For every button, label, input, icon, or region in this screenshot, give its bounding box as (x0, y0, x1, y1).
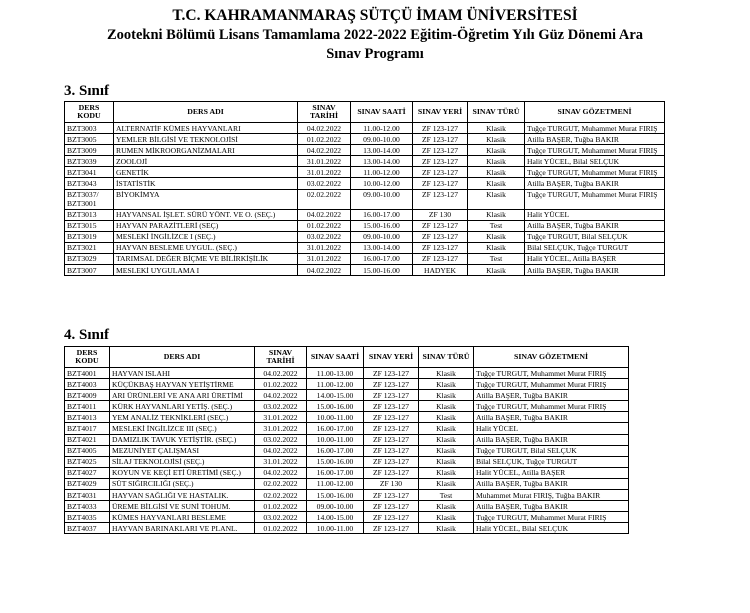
col-type-header: SINAV TÜRÜ (468, 102, 525, 123)
proctor-cell: Atilla BAŞER, Tuğba BAKIR (474, 434, 629, 445)
course-code-cell: BZT3005 (65, 134, 114, 145)
exam-place-cell: ZF 123-127 (413, 220, 468, 231)
course-name-cell: SİLAJ TEKNOLOJİSİ (SEÇ.) (110, 456, 255, 467)
exam-time-cell: 09.00-10.00 (351, 231, 413, 242)
table-row (65, 123, 665, 134)
exam-type-cell: Test (468, 253, 525, 264)
proctor-cell: Tuğçe TURGUT, Muhammet Murat FIRIŞ (525, 145, 665, 156)
table-row (65, 456, 629, 467)
exam-date-cell: 03.02.2022 (255, 512, 307, 523)
course-code-cell: BZT4017 (65, 423, 110, 434)
col-name-header: DERS ADI (114, 102, 298, 123)
exam-time-cell: 16.00-17.00 (351, 253, 413, 264)
exam-place-cell: HADYEK (413, 265, 468, 276)
proctor-cell: Tuğçe TURGUT, Bilal SELÇUK (474, 445, 629, 456)
exam-place-cell: ZF 123-127 (364, 523, 419, 534)
exam-type-cell: Klasik (419, 412, 474, 423)
exam-type-cell: Klasik (468, 178, 525, 189)
table-row (65, 478, 629, 489)
exam-date-cell: 03.02.2022 (255, 434, 307, 445)
course-code-cell: BZT3007 (65, 265, 114, 276)
course-code-cell: BZT4005 (65, 445, 110, 456)
exam-type-cell: Klasik (419, 423, 474, 434)
exam-type-cell: Klasik (419, 456, 474, 467)
course-name-cell: DAMIZLIK TAVUK YETİŞTİR. (SEÇ.) (110, 434, 255, 445)
table-row (65, 220, 665, 231)
exam-date-cell: 02.02.2022 (255, 478, 307, 489)
exam-place-cell: ZF 123-127 (364, 490, 419, 501)
course-code-cell: BZT4011 (65, 401, 110, 412)
course-code-cell: BZT4001 (65, 368, 110, 379)
exam-time-cell: 16.00-17.00 (351, 209, 413, 220)
course-name-cell: MEZUNİYET ÇALIŞMASI (110, 445, 255, 456)
course-code-cell: BZT4021 (65, 434, 110, 445)
course-name-cell: HAYVAN ISLAHI (110, 368, 255, 379)
exam-type-cell: Klasik (419, 467, 474, 478)
proctor-cell: Tuğçe TURGUT, Muhammet Murat FIRIŞ (474, 401, 629, 412)
exam-date-cell: 31.01.2022 (298, 253, 351, 264)
table-row (65, 189, 665, 209)
table-row (65, 412, 629, 423)
table-row (65, 401, 629, 412)
exam-time-cell: 11.00-12.00 (307, 379, 364, 390)
exam-date-cell: 04.02.2022 (298, 265, 351, 276)
proctor-cell: Bilal SELÇUK, Tuğçe TURGUT (474, 456, 629, 467)
exam-place-cell: ZF 123-127 (413, 134, 468, 145)
table-row (65, 368, 629, 379)
exam-date-cell: 01.02.2022 (298, 220, 351, 231)
exam-place-cell: ZF 123-127 (413, 253, 468, 264)
course-name-cell: ZOOLOJİ (114, 156, 298, 167)
course-name-cell: GENETİK (114, 167, 298, 178)
exam-type-cell: Klasik (468, 231, 525, 242)
table-row (65, 156, 665, 167)
document-subtitle: Zootekni Bölümü Lisans Tamamlama 2022-2022 Eğitim-Öğretim Yılı Güz Dönemi Ara (106, 27, 644, 43)
proctor-cell: Atilla BAŞER, Tuğba BAKIR (474, 478, 629, 489)
course-code-cell: BZT4027 (65, 467, 110, 478)
exam-date-cell: 04.02.2022 (255, 467, 307, 478)
exam-type-cell: Klasik (419, 523, 474, 534)
course-name-cell: ALTERNATİF KÜMES HAYVANLARI (114, 123, 298, 134)
table-row (65, 379, 629, 390)
exam-time-cell: 15.00-16.00 (307, 490, 364, 501)
exam-type-cell: Klasik (468, 167, 525, 178)
table-row (65, 178, 665, 189)
exam-date-cell: 01.02.2022 (255, 523, 307, 534)
course-code-cell: BZT3003 (65, 123, 114, 134)
exam-type-cell: Klasik (419, 390, 474, 401)
course-name-cell: ÜREME BİLGİSİ VE SUNİ TOHUM. (110, 501, 255, 512)
table-row (65, 434, 629, 445)
course-code-cell: BZT3029 (65, 253, 114, 264)
course-code-cell: BZT4035 (65, 512, 110, 523)
exam-table-4 (64, 346, 629, 534)
exam-place-cell: ZF 130 (413, 209, 468, 220)
course-code-cell: BZT3015 (65, 220, 114, 231)
proctor-cell: Tuğçe TURGUT, Muhammet Murat FIRIŞ (474, 512, 629, 523)
course-name-cell: HAYVANSAL İŞLET. SÜRÜ YÖNT. VE O. (SEÇ.) (114, 209, 298, 220)
course-code-cell: BZT4031 (65, 490, 110, 501)
exam-date-cell: 04.02.2022 (255, 390, 307, 401)
exam-date-cell: 03.02.2022 (255, 401, 307, 412)
exam-time-cell: 15.00-16.00 (351, 220, 413, 231)
col-proctor-header: SINAV GÖZETMENİ (474, 347, 629, 368)
exam-time-cell: 09.00-10.00 (307, 501, 364, 512)
exam-date-cell: 04.02.2022 (298, 123, 351, 134)
exam-table-4-body (65, 368, 629, 534)
exam-date-cell: 01.02.2022 (255, 501, 307, 512)
exam-place-cell: ZF 123-127 (364, 445, 419, 456)
exam-time-cell: 15.00-16.00 (351, 265, 413, 276)
exam-date-cell: 31.01.2022 (255, 412, 307, 423)
exam-date-cell: 04.02.2022 (255, 445, 307, 456)
exam-date-cell: 31.01.2022 (255, 423, 307, 434)
exam-time-cell: 10.00-11.00 (307, 412, 364, 423)
exam-date-cell: 01.02.2022 (255, 379, 307, 390)
col-place-header: SINAV YERİ (364, 347, 419, 368)
exam-time-cell: 10.00-11.00 (307, 434, 364, 445)
proctor-cell: Halit YÜCEL, Atilla BAŞER (474, 467, 629, 478)
exam-type-cell: Klasik (419, 368, 474, 379)
exam-type-cell: Klasik (419, 478, 474, 489)
table-row (65, 265, 665, 276)
exam-date-cell: 04.02.2022 (255, 368, 307, 379)
course-code-cell: BZT4003 (65, 379, 110, 390)
document-subtitle-line2: Sınav Programı (326, 46, 424, 62)
exam-time-cell: 13.00-14.00 (351, 145, 413, 156)
exam-type-cell: Klasik (468, 156, 525, 167)
table-row (65, 512, 629, 523)
course-code-cell: BZT4037 (65, 523, 110, 534)
exam-date-cell: 02.02.2022 (255, 490, 307, 501)
course-name-cell: HAYVAN BESLEME UYGUL. (SEÇ.) (114, 242, 298, 253)
course-name-cell: MESLEKİ İNGİLİZCE I (SEÇ.) (114, 231, 298, 242)
exam-type-cell: Klasik (468, 265, 525, 276)
course-name-cell: HAYVAN PARAZİTLERİ (SEÇ) (114, 220, 298, 231)
exam-date-cell: 03.02.2022 (298, 178, 351, 189)
exam-place-cell: ZF 123-127 (364, 456, 419, 467)
exam-time-cell: 11.00-13.00 (307, 368, 364, 379)
exam-place-cell: ZF 123-127 (364, 401, 419, 412)
table-row (65, 501, 629, 512)
exam-place-cell: ZF 123-127 (364, 368, 419, 379)
proctor-cell: Muhammet Murat FIRIŞ, Tuğba BAKIR (474, 490, 629, 501)
exam-place-cell: ZF 123-127 (413, 189, 468, 209)
table-row (65, 423, 629, 434)
proctor-cell: Tuğçe TURGUT, Muhammet Murat FIRIŞ (474, 379, 629, 390)
exam-type-cell: Test (468, 220, 525, 231)
course-code-cell: BZT3039 (65, 156, 114, 167)
exam-time-cell: 11.00-12.00 (351, 167, 413, 178)
exam-date-cell: 31.01.2022 (255, 456, 307, 467)
exam-place-cell: ZF 123-127 (364, 512, 419, 523)
exam-date-cell: 31.01.2022 (298, 167, 351, 178)
proctor-cell: Halit YÜCEL, Bilal SELÇUK (474, 523, 629, 534)
course-code-cell: BZT3037/ BZT3001 (65, 189, 114, 209)
course-name-cell: KÜMES HAYVANLARI BESLEME (110, 512, 255, 523)
course-name-cell: MESLEKİ İNGİLİZCE III (SEÇ.) (110, 423, 255, 434)
table-row (65, 209, 665, 220)
exam-time-cell: 09.00-10.00 (351, 134, 413, 145)
course-code-cell: BZT4013 (65, 412, 110, 423)
proctor-cell: Tuğçe TURGUT, Muhammet Murat FIRIŞ (474, 368, 629, 379)
table-row (65, 167, 665, 178)
proctor-cell: Bilal SELÇUK, Tuğçe TURGUT (525, 242, 665, 253)
course-name-cell: TARIMSAL DEĞER BİÇME VE BİLİRKİŞİLİK (114, 253, 298, 264)
course-name-cell: ARI ÜRÜNLERİ VE ANA ARI ÜRETİMİ (110, 390, 255, 401)
table-row (65, 145, 665, 156)
course-name-cell: İSTATİSTİK (114, 178, 298, 189)
col-code-header: DERS KODU (65, 347, 110, 368)
col-date-header: SINAV TARİHİ (255, 347, 307, 368)
section-3-heading: 3. Sınıf (64, 83, 110, 99)
exam-table-3-body (65, 123, 665, 276)
proctor-cell: Atilla BAŞER, Tuğba BAKIR (525, 178, 665, 189)
proctor-cell: Atilla BAŞER, Tuğba BAKIR (474, 412, 629, 423)
exam-date-cell: 31.01.2022 (298, 242, 351, 253)
exam-type-cell: Klasik (419, 401, 474, 412)
col-name-header: DERS ADI (110, 347, 255, 368)
exam-time-cell: 11.00-12.00 (351, 123, 413, 134)
col-type-header: SINAV TÜRÜ (419, 347, 474, 368)
exam-place-cell: ZF 123-127 (364, 467, 419, 478)
document-title: T.C. KAHRAMANMARAŞ SÜTÇÜ İMAM ÜNİVERSİTESİ (172, 7, 578, 24)
course-name-cell: YEM ANALİZ TEKNİKLERİ (SEÇ.) (110, 412, 255, 423)
table-header-row (65, 347, 629, 368)
table-row (65, 490, 629, 501)
exam-time-cell: 14.00-15.00 (307, 512, 364, 523)
table-row (65, 445, 629, 456)
exam-time-cell: 11.00-12.00 (307, 478, 364, 489)
exam-place-cell: ZF 123-127 (413, 145, 468, 156)
exam-time-cell: 13.00-14.00 (351, 156, 413, 167)
exam-place-cell: ZF 123-127 (413, 156, 468, 167)
course-name-cell: RUMEN MİKROORGANİZMALARI (114, 145, 298, 156)
col-proctor-header: SINAV GÖZETMENİ (525, 102, 665, 123)
exam-time-cell: 13.00-14.00 (351, 242, 413, 253)
exam-place-cell: ZF 123-127 (364, 379, 419, 390)
exam-place-cell: ZF 123-127 (364, 412, 419, 423)
exam-date-cell: 03.02.2022 (298, 231, 351, 242)
exam-time-cell: 16.00-17.00 (307, 467, 364, 478)
exam-type-cell: Klasik (468, 209, 525, 220)
course-name-cell: BİYOKİMYA (114, 189, 298, 209)
course-name-cell: HAYVAN BARINAKLARI VE PLANL. (110, 523, 255, 534)
exam-type-cell: Klasik (419, 512, 474, 523)
exam-place-cell: ZF 123-127 (413, 242, 468, 253)
exam-type-cell: Klasik (468, 134, 525, 145)
exam-place-cell: ZF 123-127 (413, 123, 468, 134)
exam-time-cell: 14.00-15.00 (307, 390, 364, 401)
exam-place-cell: ZF 123-127 (364, 434, 419, 445)
course-name-cell: YEMLER BİLGİSİ VE TEKNOLOJİSİ (114, 134, 298, 145)
exam-place-cell: ZF 123-127 (413, 178, 468, 189)
course-code-cell: BZT4033 (65, 501, 110, 512)
proctor-cell: Atilla BAŞER, Tuğba BAKIR (474, 501, 629, 512)
exam-type-cell: Klasik (468, 145, 525, 156)
course-code-cell: BZT3041 (65, 167, 114, 178)
col-time-header: SINAV SAATİ (351, 102, 413, 123)
exam-type-cell: Klasik (419, 445, 474, 456)
exam-date-cell: 04.02.2022 (298, 209, 351, 220)
exam-time-cell: 15.00-16.00 (307, 401, 364, 412)
proctor-cell: Atilla BAŞER, Tuğba BAKIR (525, 220, 665, 231)
exam-type-cell: Klasik (419, 434, 474, 445)
exam-time-cell: 15.00-16.00 (307, 456, 364, 467)
exam-place-cell: ZF 123-127 (364, 501, 419, 512)
table-row (65, 253, 665, 264)
exam-time-cell: 09.00-10.00 (351, 189, 413, 209)
exam-type-cell: Klasik (468, 189, 525, 209)
table-row (65, 390, 629, 401)
section-4-heading: 4. Sınıf (64, 327, 110, 343)
proctor-cell: Tuğçe TURGUT, Muhammet Murat FIRIŞ (525, 123, 665, 134)
table-row (65, 242, 665, 253)
exam-place-cell: ZF 130 (364, 478, 419, 489)
table-row (65, 134, 665, 145)
proctor-cell: Halit YÜCEL, Bilal SELÇUK (525, 156, 665, 167)
proctor-cell: Atilla BAŞER, Tuğba BAKIR (474, 390, 629, 401)
course-name-cell: MESLEKİ UYGULAMA I (114, 265, 298, 276)
col-time-header: SINAV SAATİ (307, 347, 364, 368)
exam-date-cell: 04.02.2022 (298, 145, 351, 156)
course-code-cell: BZT4009 (65, 390, 110, 401)
exam-type-cell: Test (419, 490, 474, 501)
proctor-cell: Tuğçe TURGUT, Muhammet Murat FIRIŞ (525, 167, 665, 178)
proctor-cell: Halit YÜCEL (474, 423, 629, 434)
exam-date-cell: 02.02.2022 (298, 189, 351, 209)
course-code-cell: BZT3043 (65, 178, 114, 189)
proctor-cell: Atilla BAŞER, Tuğba BAKIR (525, 134, 665, 145)
table-row (65, 467, 629, 478)
exam-table-3 (64, 101, 665, 276)
course-code-cell: BZT3013 (65, 209, 114, 220)
course-name-cell: KÜRK HAYVANLARI YETİŞ. (SEÇ.) (110, 401, 255, 412)
proctor-cell: Atilla BAŞER, Tuğba BAKIR (525, 265, 665, 276)
exam-date-cell: 01.02.2022 (298, 134, 351, 145)
proctor-cell: Halit YÜCEL, Atilla BAŞER (525, 253, 665, 264)
exam-place-cell: ZF 123-127 (364, 423, 419, 434)
table-header-row (65, 102, 665, 123)
exam-time-cell: 16.00-17.00 (307, 445, 364, 456)
proctor-cell: Tuğçe TURGUT, Bilal SELÇUK (525, 231, 665, 242)
col-code-header: DERS KODU (65, 102, 114, 123)
course-code-cell: BZT3019 (65, 231, 114, 242)
course-name-cell: KÜÇÜKBAŞ HAYVAN YETİŞTİRME (110, 379, 255, 390)
exam-place-cell: ZF 123-127 (413, 231, 468, 242)
proctor-cell: Halit YÜCEL (525, 209, 665, 220)
table-row (65, 231, 665, 242)
exam-time-cell: 10.00-12.00 (351, 178, 413, 189)
course-name-cell: SÜT SIĞIRCILIĞI (SEÇ.) (110, 478, 255, 489)
exam-date-cell: 31.01.2022 (298, 156, 351, 167)
exam-time-cell: 10.00-11.00 (307, 523, 364, 534)
exam-time-cell: 16.00-17.00 (307, 423, 364, 434)
col-date-header: SINAV TARİHİ (298, 102, 351, 123)
table-row (65, 523, 629, 534)
col-place-header: SINAV YERİ (413, 102, 468, 123)
exam-type-cell: Klasik (419, 379, 474, 390)
course-name-cell: KOYUN VE KEÇİ ETİ ÜRETİMİ (SEÇ.) (110, 467, 255, 478)
course-name-cell: HAYVAN SAĞLIĞI VE HASTALIK. (110, 490, 255, 501)
exam-place-cell: ZF 123-127 (364, 390, 419, 401)
course-code-cell: BZT3009 (65, 145, 114, 156)
proctor-cell: Tuğçe TURGUT, Muhammet Murat FIRIŞ (525, 189, 665, 209)
exam-type-cell: Klasik (468, 123, 525, 134)
course-code-cell: BZT3021 (65, 242, 114, 253)
exam-place-cell: ZF 123-127 (413, 167, 468, 178)
course-code-cell: BZT4025 (65, 456, 110, 467)
exam-type-cell: Klasik (468, 242, 525, 253)
course-code-cell: BZT4029 (65, 478, 110, 489)
exam-type-cell: Klasik (419, 501, 474, 512)
